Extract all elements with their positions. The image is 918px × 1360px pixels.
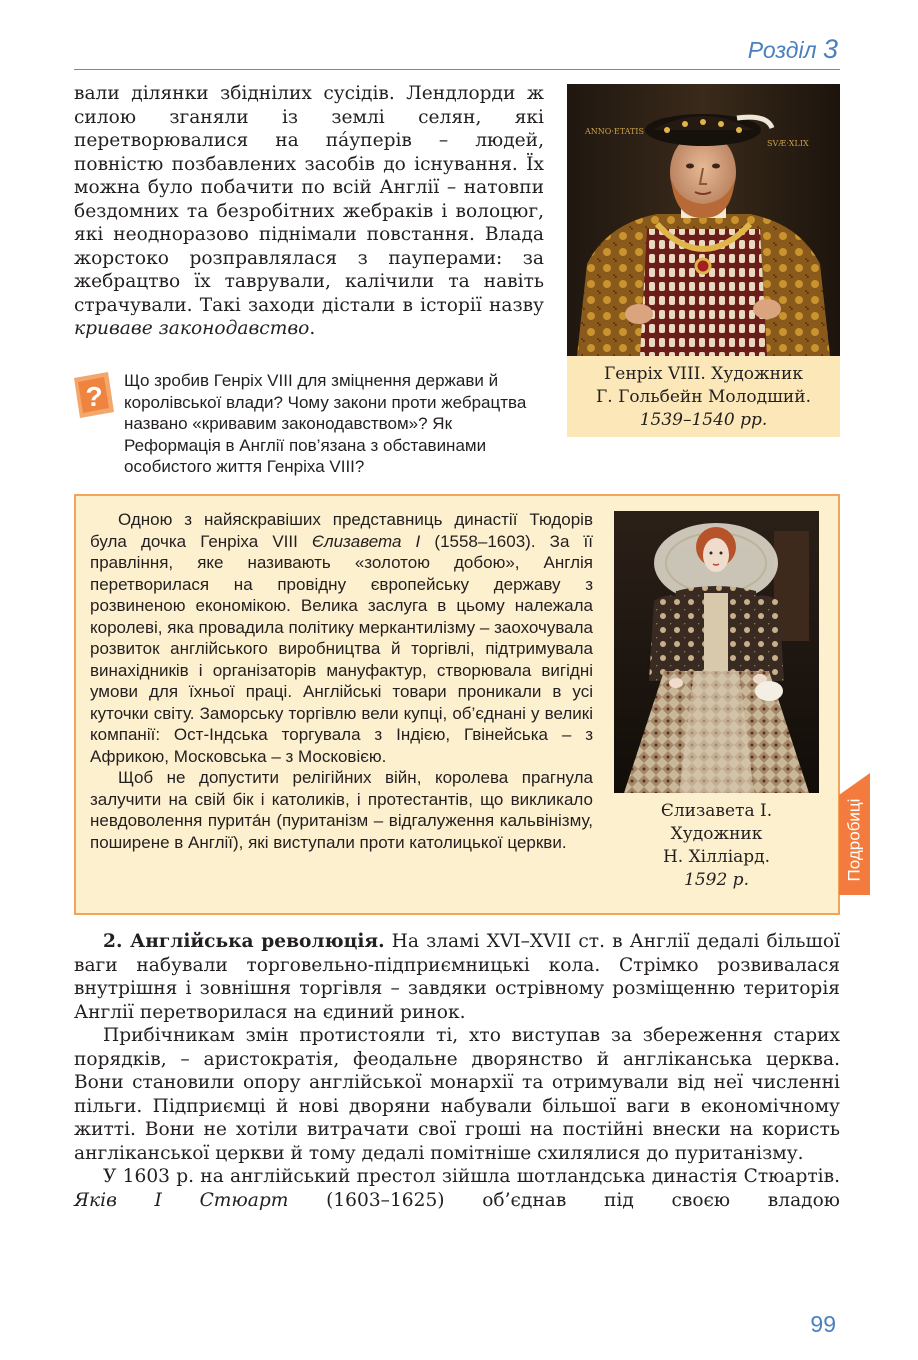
review-question-text: Що зробив Генріх VIII для зміцнення держави й королівської влади? Чому закони проти жебрацтва названо «кривавим законодавством»? Як Реформація в Англії пов’язана з обставинами особистого життя Генріха VIII?	[124, 371, 527, 476]
portrait-inscription-right: SVÆ·XLIX	[767, 139, 809, 148]
caption-dates: 1539–1540 рр.	[639, 410, 768, 430]
caption-line: Г. Гольбейн Молодший.	[596, 387, 811, 407]
details-text: Одною з найяскравіших представниць династії Тюдорів була дочка Генріха VIII	[90, 510, 593, 551]
portrait-inscription-left: ANNO·ETATIS	[585, 127, 644, 136]
section-word: Розділ	[747, 37, 817, 63]
section-2-text: На зламі XVI–XVII ст. в Англії дедалі більшої ваги набували торговельно-підприємницькі кола. Стрімко розвивалася внутрішня і зовнішня торгівля – завдяки острівному розміщенню територія Англії перетворилася на єдиний ринок.	[74, 931, 840, 1023]
caption-line: Н. Хілліард.	[662, 847, 771, 867]
caption-line: Генріх VIII. Художник	[604, 364, 803, 384]
question-mark-icon	[74, 372, 114, 418]
henry-viii-portrait	[567, 84, 840, 356]
intro-end: .	[309, 318, 316, 339]
section-header	[748, 34, 838, 65]
details-paragraph-2: Щоб не допустити релігійних війн, королева прагнула залучити на свій бік і католиків, і протестантів, що викликало невдоволення пурита́н (пуританізм – відгалуження кальвінізму, поширене в Англії), які виступали проти католицької церкви.	[90, 768, 593, 852]
caption-line: Єлизавета I.	[660, 801, 773, 821]
intro-paragraph	[74, 82, 544, 341]
section-2-paragraph-2: Прибічникам змін протистояли ті, хто виступав за збереження старих порядків, – аристократія, феодальне дворянство й англіканська церква. Вони становили опору англійської монархії та отримували від неї численні пільги. Підприємці й нові дворяни набували більшої ваги в економічному житті. Вони не хотіли витрачати свої гроші на постійні внески на користь англіканської церкви й тому дедалі помітніше схилялися до пуританізму.	[74, 1025, 840, 1164]
page-number: 99	[810, 1311, 836, 1337]
section-2-text: (1603–1625) об’єднав під своєю владою	[288, 1189, 840, 1211]
henry-viii-portrait-drawing	[567, 84, 840, 356]
details-name: Єлизавета I	[311, 531, 421, 551]
caption-line: Художник	[670, 824, 763, 844]
section-2	[74, 930, 840, 1212]
details-side-tab-label	[839, 773, 870, 895]
intro-text: вали ділянки збіднілих сусідів. Лендлорди ж силою зганяли із землі селян, які перетворювалися на па́уперів – людей, повністю позбавлених засобів до існування. Їх можна було побачити по всій Англії – натовпи бездомних та безробітних жебраків і волоцюг, які неодноразово піднімали повстання. Влада жорстоко розправлялася з пауперами: за жебрацтво їх таврували, калічили та навіть страчували. Такі заходи дістали в історії назву	[74, 83, 544, 316]
details-text: (1558–1603). За її правління, яке називають «золотою добою», Англія перетворилася на провідну європейську державу з розвиненою економікою. Велика заслуга в цьому належала королеві, яка провадила політику меркантилізму – заохочувала розвиток англійського виробництва й торгівлі, підтримувала винахідників і організаторів мануфактур, створювала вигідні умови для їхньої праці. Англійські товари проникали в усі куточки світу. Заморську торгівлю вели купці, об’єднані у великі компанії: Ост-Індська торгувала з Індією, Гвінейська – з Африкою, Московська – з Московією.	[90, 531, 593, 766]
review-question	[124, 370, 546, 478]
header-rule	[74, 69, 840, 70]
svg-text:?: ?	[85, 381, 103, 412]
caption-dates: 1592 р.	[684, 870, 749, 890]
details-box-text	[90, 509, 593, 853]
side-tab-text: Подробиці	[844, 798, 864, 882]
section-2-name: Яків I Стюарт	[74, 1189, 289, 1211]
elizabeth-i-portrait	[614, 511, 819, 793]
section-2-text: У 1603 р. на англійський престол зійшла шотландська династія Стюартів.	[103, 1166, 840, 1187]
intro-term: криваве законодавство	[74, 318, 310, 339]
section-number: 3	[822, 34, 838, 64]
henry-viii-caption	[567, 356, 840, 437]
elizabeth-i-caption	[614, 800, 819, 892]
section-2-heading: 2. Англійська революція.	[103, 931, 385, 952]
elizabeth-i-portrait-drawing	[614, 511, 819, 793]
